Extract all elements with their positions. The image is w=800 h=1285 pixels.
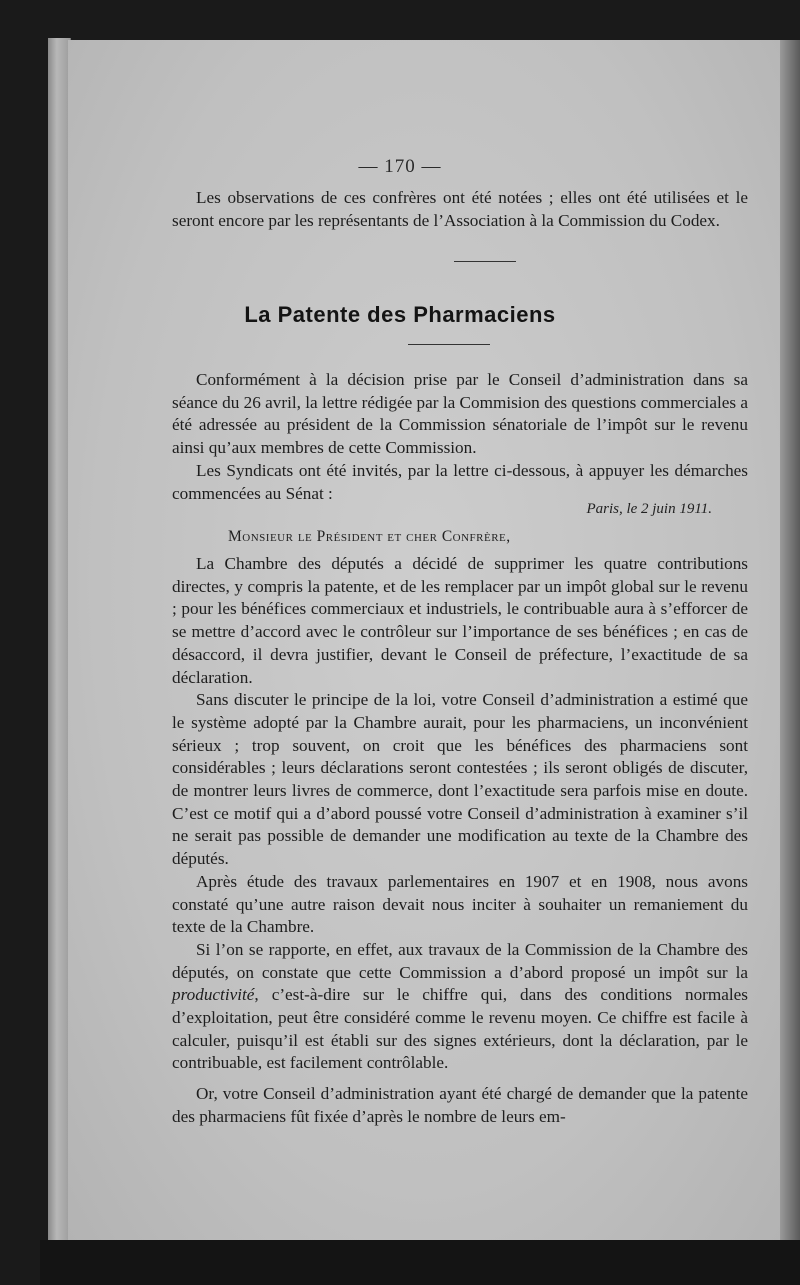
letter-salutation: Monsieur le Président et cher Confrère, [228,528,511,545]
letter-body [172,553,748,1129]
scan-background [40,1240,800,1285]
paragraph-productivite [172,939,748,1075]
intro-paragraph: Les observations de ces confrères ont été notées ; elles ont été utilisées et le seront encore par les représentants de l’Association à la Commission du Codex. [172,188,748,230]
emphasis-productivite: productivité [172,985,255,1005]
paragraph: Conformément à la décision prise par le Conseil d’administration dans sa séance du 26 avril, la lettre rédigée par la Commision des questions commerciales a été adressée au président de la Commission sénatoriale de l’impôt sur le revenu ainsi qu’aux membres de cette Commission. [172,370,748,458]
paragraph: Les Syndicats ont été invités, par la lettre ci-dessous, à appuyer les démarches commencées au Sénat : [172,460,748,503]
paragraph: Après étude des travaux parlementaires en 1907 et en 1908, nous avons constaté qu’une autre raison devait nous inciter à souhaiter un remaniement du texte de la Chambre. [172,871,748,937]
text-run: Si l’on se rapporte, en effet, aux travaux de la Commission de la Chambre des députés, on constate que cette Commission a d’abord proposé un impôt sur la [172,939,748,982]
paragraph: Sans discuter le principe de la loi, votre Conseil d’administration a estimé que le système adopté par la Chambre aurait, pour les pharmaciens, un inconvénient sérieux ; trop souvent, on croit que les bénéfices des pharmaciens sont considérables ; leurs déclarations seront contestées ; ils seront obligés de discuter, de montrer leurs livres de commerce, dont l’exactitude sera parfois mise en doute. C’est ce motif qui a d’abord poussé votre Conseil d’administration à examiner s’il ne serait pas possible de demander une modification au texte de la Chambre des députés. [172,690,748,869]
letter-dateline: Paris, le 2 juin 1911. [586,501,712,517]
section-divider [454,261,516,262]
page-number: — 170 — [358,156,442,177]
body-section-a [172,369,748,505]
page-edge-shadow [780,40,800,1240]
heading-underline [408,344,490,345]
article-heading: La Patente des Pharmaciens [244,302,556,327]
text-run: , c’est-à-dire sur le chiffre qui, dans des conditions normales d’exploitation, peut être considéré comme le revenu moyen. Ce chiffre est facile à calculer, puisqu’il est établi sur des signes extérieurs, dont la déclaration, par le contribuable, est facilement contrôlable. [172,985,748,1073]
paragraph: La Chambre des députés a décidé de supprimer les quatre contributions directes, y compris la patente, et de les remplacer par un impôt global sur le revenu ; pour les bénéfices commerciaux et industriels, le contribuable aura à s’efforcer de se mettre d’accord avec le contrôleur sur l’importance de ses bénéfices ; en cas de désaccord, il devra justifier, devant le Conseil de préfecture, l’exactitude de sa déclaration. [172,554,748,687]
paragraph: Or, votre Conseil d’administration ayant été chargé de demander que la patente des pharmaciens fût fixée d’après le nombre de leurs em- [172,1084,748,1126]
intro-paragraph-block [172,187,748,232]
